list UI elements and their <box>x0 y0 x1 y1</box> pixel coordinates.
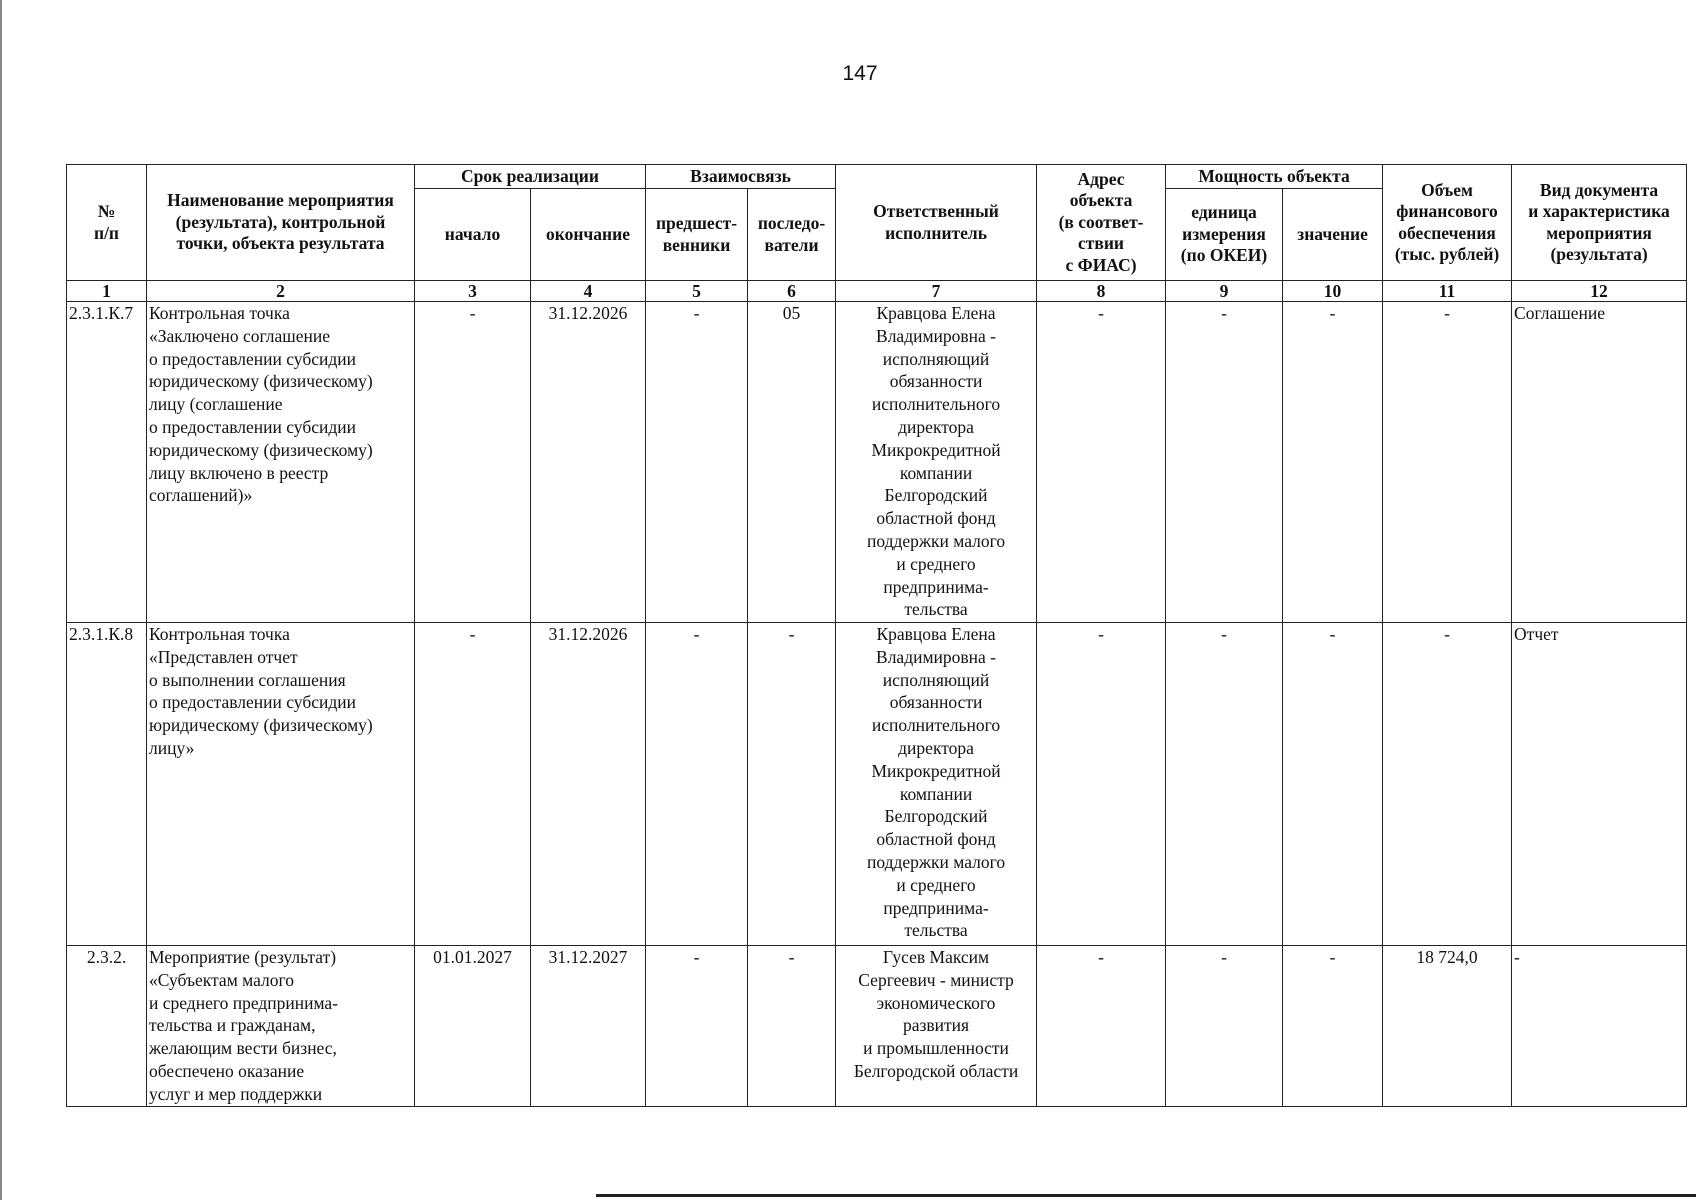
row-name: Мероприятие (результат) «Субъектам малого и среднего предпринима- тельства и гражданам, желающим вести бизнес, обеспечено оказание услуг и мер поддержки <box>147 946 415 1107</box>
row-financing: - <box>1383 623 1512 946</box>
column-numbers-row <box>67 281 1687 302</box>
row-start-date: - <box>415 623 531 946</box>
row-number: 2.3.1.К.8 <box>67 623 147 946</box>
row-unit: - <box>1166 623 1283 946</box>
row-predecessors: - <box>646 623 748 946</box>
row-responsible: Кравцова Елена Владимировна - исполняющий обязанности исполнительного директора Микрокредитной компании Белгородский областной фонд поддержки малого и среднего предпринима- тельства <box>836 623 1037 946</box>
row-document: Отчет <box>1512 623 1687 946</box>
column-number: 4 <box>531 281 646 302</box>
bottom-rule <box>596 1194 1696 1197</box>
page-number: 147 <box>842 62 878 85</box>
row-name: Контрольная точка «Представлен отчет о выполнении соглашения о предоставлении субсидии юридическому (физическому) лицу» <box>147 623 415 946</box>
header-col-unit: единица измерения (по ОКЕИ) <box>1166 189 1283 281</box>
row-successors: - <box>748 946 836 1107</box>
row-value: - <box>1283 946 1383 1107</box>
header-col-responsible: Ответственный исполнитель <box>836 165 1037 281</box>
header-col-successors: последо- ватели <box>748 189 836 281</box>
column-number: 7 <box>836 281 1037 302</box>
column-number: 11 <box>1383 281 1512 302</box>
row-name: Контрольная точка «Заключено соглашение о предоставлении субсидии юридическому (физическому) лицу (соглашение о предоставлении субсидии юридическому (физическому) лицу включено в реестр соглашений)» <box>147 302 415 623</box>
row-value: - <box>1283 623 1383 946</box>
row-value: - <box>1283 302 1383 623</box>
header-col-address: Адрес объекта (в соответ- ствии с ФИАС) <box>1037 165 1166 281</box>
column-number: 3 <box>415 281 531 302</box>
row-start-date: 01.01.2027 <box>415 946 531 1107</box>
column-number: 2 <box>147 281 415 302</box>
table-row <box>67 302 1687 623</box>
row-address: - <box>1037 946 1166 1107</box>
row-start-date: - <box>415 302 531 623</box>
column-number: 1 <box>67 281 147 302</box>
row-financing: - <box>1383 302 1512 623</box>
row-unit: - <box>1166 302 1283 623</box>
column-number: 12 <box>1512 281 1687 302</box>
scan-left-edge <box>0 0 2 1200</box>
header-col-financing: Объем финансового обеспечения (тыс. рублей) <box>1383 165 1512 281</box>
header-col-end: окончание <box>531 189 646 281</box>
header-col-document: Вид документа и характеристика мероприятия (результата) <box>1512 165 1687 281</box>
row-successors: - <box>748 623 836 946</box>
row-unit: - <box>1166 946 1283 1107</box>
row-address: - <box>1037 623 1166 946</box>
row-responsible: Гусев Максим Сергеевич - министр экономического развития и промышленности Белгородской области <box>836 946 1037 1107</box>
table-row <box>67 946 1687 1107</box>
column-number: 10 <box>1283 281 1383 302</box>
header-group-power: Мощность объекта <box>1166 165 1383 189</box>
row-predecessors: - <box>646 946 748 1107</box>
header-group-term: Срок реализации <box>415 165 646 189</box>
row-document: - <box>1512 946 1687 1107</box>
column-number: 6 <box>748 281 836 302</box>
table-row <box>67 623 1687 946</box>
row-end-date: 31.12.2026 <box>531 623 646 946</box>
column-number: 5 <box>646 281 748 302</box>
column-number: 8 <box>1037 281 1166 302</box>
row-number: 2.3.1.К.7 <box>67 302 147 623</box>
events-table <box>66 164 1687 1107</box>
header-col-name: Наименование мероприятия (результата), контрольной точки, объекта результата <box>147 165 415 281</box>
row-responsible: Кравцова Елена Владимировна - исполняющий обязанности исполнительного директора Микрокредитной компании Белгородский областной фонд поддержки малого и среднего предпринима- тельства <box>836 302 1037 623</box>
row-document: Соглашение <box>1512 302 1687 623</box>
row-end-date: 31.12.2026 <box>531 302 646 623</box>
row-successors: 05 <box>748 302 836 623</box>
row-number: 2.3.2. <box>67 946 147 1107</box>
header-col-value: значение <box>1283 189 1383 281</box>
header-col-num: № п/п <box>67 165 147 281</box>
row-predecessors: - <box>646 302 748 623</box>
header-group-link: Взаимосвязь <box>646 165 836 189</box>
column-number: 9 <box>1166 281 1283 302</box>
row-financing: 18 724,0 <box>1383 946 1512 1107</box>
row-end-date: 31.12.2027 <box>531 946 646 1107</box>
header-col-predecessors: предшест- венники <box>646 189 748 281</box>
row-address: - <box>1037 302 1166 623</box>
header-col-start: начало <box>415 189 531 281</box>
